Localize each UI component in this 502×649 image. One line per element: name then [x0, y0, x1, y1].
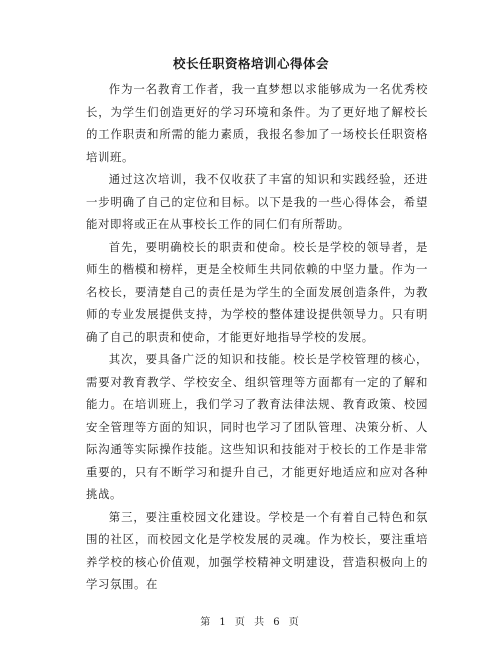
paragraph-5: 第三，要注重校园文化建设。学校是一个有着自己特色和氛围的社区，而校园文化是学校发展的灵魂。作为校长，要注重培养学校的核心价值观，加强学校精神文明建设，营造积极向上的学习氛围。在 [86, 509, 428, 591]
paragraph-1: 作为一名教育工作者，我一直梦想以求能够成为一名优秀校长，为学生们创造更好的学习环境和条件。为了更好地了解校长的工作职责和所需的能力素质，我报名参加了一场校长任职资格培训班。 [86, 82, 428, 164]
document-body [86, 78, 428, 596]
document-title: 校长任职资格培训心得体会 [172, 56, 329, 71]
page-number-footer: 第 1 页 共 6 页 [200, 617, 302, 628]
paragraph-2: 通过这次培训，我不仅收获了丰富的知识和实践经验，还进一步明确了自己的定位和目标。以下是我的一些心得体会，希望能对即将或正在从事校长工作的同仁们有所帮助。 [86, 172, 428, 231]
paragraph-3: 首先，要明确校长的职责和使命。校长是学校的领导者，是师生的楷模和榜样，更是全校师生共同依赖的中坚力量。作为一名校长，要清楚自己的责任是为学生的全面发展创造条件，为教师的专业发展提供支持，为学校的整体建设提供领导力。只有明确了自己的职责和使命，才能更好地指导学校的发展。 [86, 239, 428, 344]
paragraph-4: 其次，要具备广泛的知识和技能。校长是学校管理的核心，需要对教育教学、学校安全、组织管理等方面都有一定的了解和能力。在培训班上，我们学习了教育法律法规、教育政策、校园安全管理等方面的知识，同时也学习了团队管理、决策分析、人际沟通等实际操作技能。这些知识和技能对于校长的工作是非常重要的，只有不断学习和提升自己，才能更好地适应和应对各种挑战。 [86, 352, 428, 501]
